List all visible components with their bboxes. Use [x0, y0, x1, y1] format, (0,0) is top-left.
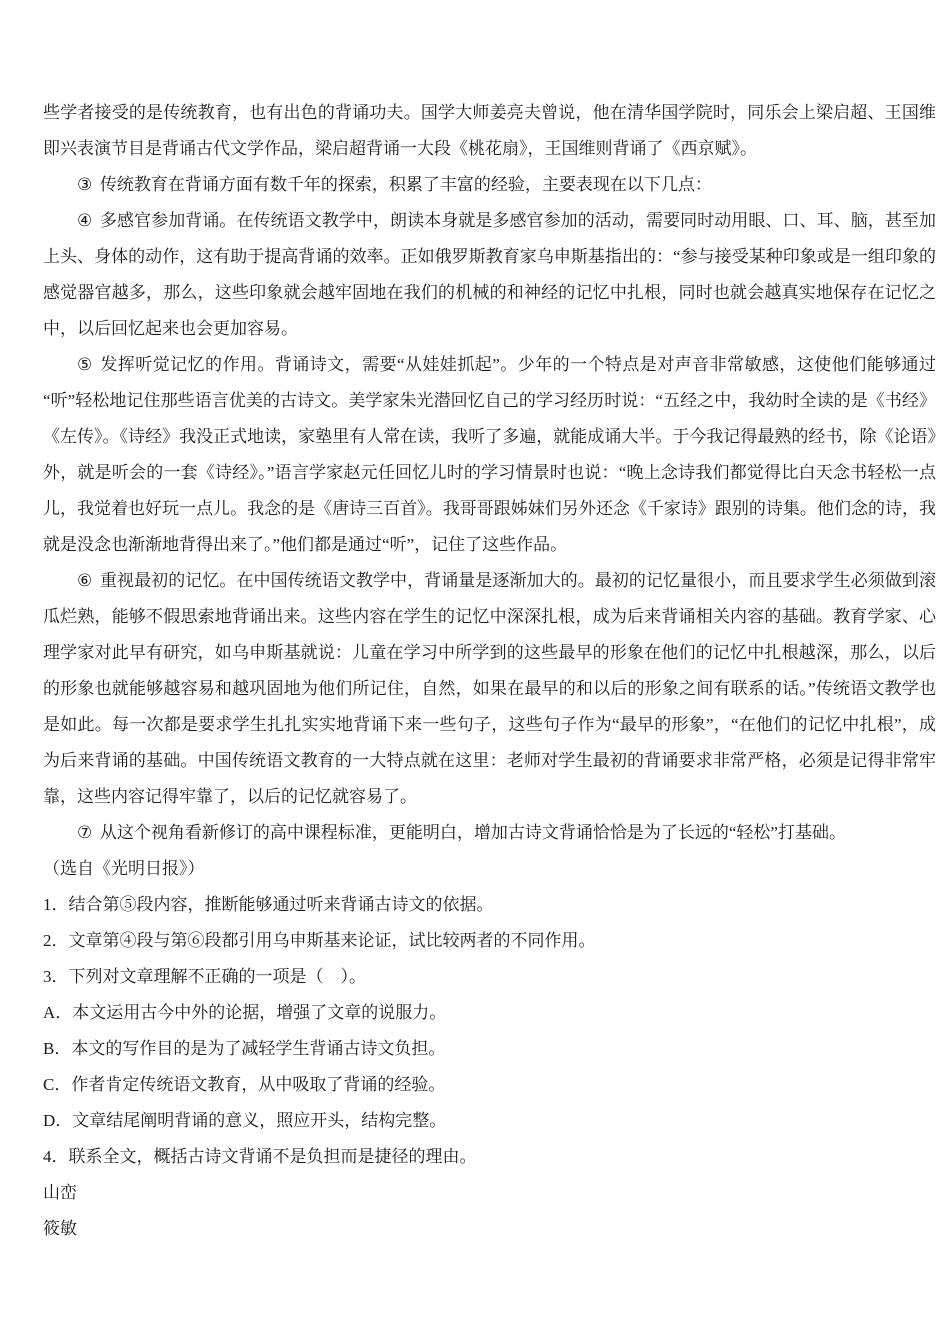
- question-3-option-b: B．本文的写作目的是为了减轻学生背诵古诗文负担。: [43, 1039, 446, 1058]
- paragraph-number: ⑦: [77, 823, 93, 842]
- question-4: 4．联系全文，概括古诗文背诵不是负担而是捷径的理由。: [43, 1147, 477, 1166]
- next-article-author: 筱敏: [43, 1219, 77, 1238]
- question-3-option-d: D．文章结尾阐明背诵的意义，照应开头，结构完整。: [43, 1111, 447, 1130]
- paragraph-number: ④: [77, 211, 93, 230]
- paragraph-text: 发挥听觉记忆的作用。背诵诗文，需要“从娃娃抓起”。少年的一个特点是对声音非常敏感，这使他们能够通过“听”轻松地记住那些语言优美的古诗文。美学家朱光潜回忆自己的学习经历时说：“五经之中，我幼时全读的是《书经》《左传》。《诗经》我没正式地读，家塾里有人常在读，我听了多遍，就能成诵大半。于今我记得最熟的经书，除《论语》外，就是听会的一套《诗经》。”语言学家赵元任回忆儿时的学习情景时也说：“晚上念诗我们都觉得比白天念书轻松一点儿，我觉着也好玩一点儿。我念的是《唐诗三百首》。我哥哥跟姊妹们另外还念《千家诗》跟别的诗集。他们念的诗，我就是没念也渐渐地背得出来了。”他们都是通过“听”，记住了这些作品。: [43, 355, 936, 554]
- paragraph-text: 重视最初的记忆。在中国传统语文教学中，背诵量是逐渐加大的。最初的记忆量很小，而且要求学生必须做到滚瓜烂熟，能够不假思索地背诵出来。这些内容在学生的记忆中深深扎根，成为后来背诵相关内容的基础。教育学家、心理学家对此早有研究，如乌申斯基就说：儿童在学习中所学到的这些最早的形象在他们的记忆中扎根越深，那么，以后的形象也就能够越容易和越巩固地为他们所记住，自然，如果在最早的和以后的形象之间有联系的话。”传统语文教学也是如此。每一次都是要求学生扎扎实实地背诵下来一些句子，这些句子作为“最早的形象”，“在他们的记忆中扎根”，成为后来背诵的基础。中国传统语文教育的一大特点就在这里：老师对学生最初的背诵要求非常严格，必须是记得非常牢靠，这些内容记得牢靠了，以后的记忆就容易了。: [43, 571, 936, 806]
- paragraph-number: ⑤: [77, 355, 93, 374]
- question-3: 3．下列对文章理解不正确的一项是（ ）。: [43, 967, 366, 986]
- source-attribution: （选自《光明日报》）: [43, 859, 205, 878]
- next-article-title: 山峦: [43, 1183, 77, 1202]
- question-1: 1．结合第⑤段内容，推断能够通过听来背诵古诗文的依据。: [43, 895, 494, 914]
- article-paragraph-continuation: 些学者接受的是传统教育，也有出色的背诵功夫。国学大师姜亮夫曾说，他在清华国学院时，同乐会上梁启超、王国维即兴表演节目是背诵古代文学作品，梁启超背诵一大段《桃花扇》，王国维则背诵了《西京赋》。: [43, 103, 936, 158]
- paragraph-text: 从这个视角看新修订的高中课程标准，更能明白，增加古诗文背诵恰恰是为了长远的“轻松”打基础。: [99, 823, 846, 842]
- article-paragraph-3: [43, 167, 936, 203]
- paragraph-text: 传统教育在背诵方面有数千年的探索，积累了丰富的经验，主要表现在以下几点：: [99, 175, 712, 194]
- article-paragraph-6: [43, 563, 936, 815]
- question-3-option-a: A．本文运用古今中外的论据，增强了文章的说服力。: [43, 1003, 447, 1022]
- article-paragraph-7: [43, 815, 936, 851]
- paragraph-number: ⑥: [77, 571, 93, 590]
- question-3-option-c: C．作者肯定传统语文教育，从中吸取了背诵的经验。: [43, 1075, 446, 1094]
- article-paragraph-5: [43, 347, 936, 563]
- paragraph-text: 多感官参加背诵。在传统语文教学中，朗读本身就是多感官参加的活动，需要同时动用眼、口、耳、脑，甚至加上头、身体的动作，这有助于提高背诵的效率。正如俄罗斯教育家乌申斯基指出的：“参与接受某种印象或是一组印象的感觉器官越多，那么，这些印象就会越牢固地在我们的机械的和神经的记忆中扎根，同时也就会越真实地保存在记忆之中，以后回忆起来也会更加容易。: [43, 211, 936, 338]
- article-paragraph-4: [43, 203, 936, 347]
- paragraph-number: ③: [77, 175, 93, 194]
- question-2: 2．文章第④段与第⑥段都引用乌申斯基来论证，试比较两者的不同作用。: [43, 931, 596, 950]
